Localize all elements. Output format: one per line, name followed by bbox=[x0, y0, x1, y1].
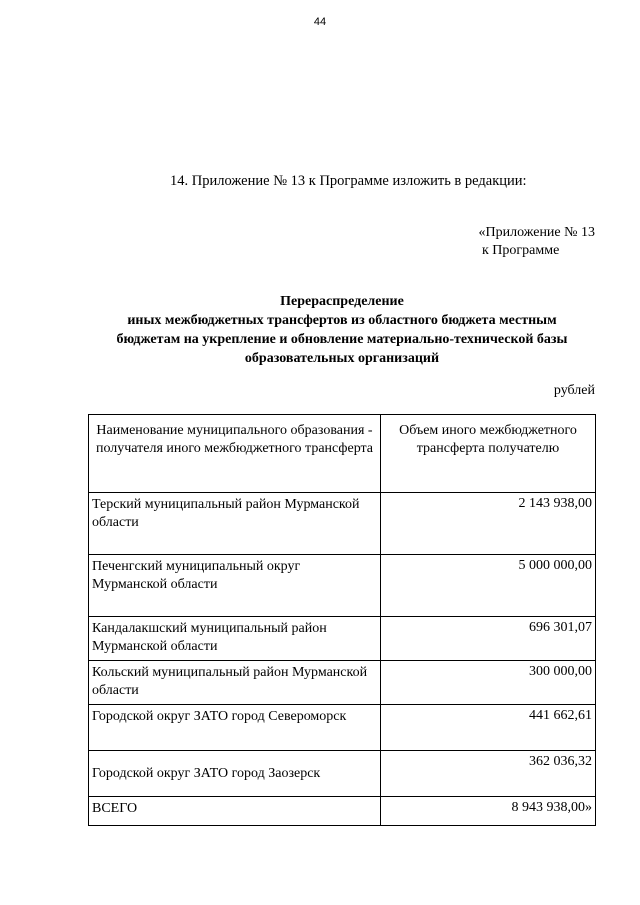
row-amount: 2 143 938,00 bbox=[381, 493, 596, 555]
row-amount: 696 301,07 bbox=[381, 617, 596, 661]
table-row bbox=[89, 661, 596, 705]
appendix-reference bbox=[440, 224, 595, 260]
document-title bbox=[88, 292, 596, 368]
title-line-1: Перераспределение bbox=[280, 294, 404, 309]
table-row bbox=[89, 705, 596, 751]
title-line-3: бюджетам на укрепление и обновление материально-технической базы bbox=[116, 332, 568, 347]
title-line-2: иных межбюджетных трансфертов из областного бюджета местным bbox=[127, 313, 557, 328]
units-label: рублей bbox=[553, 383, 595, 398]
row-municipality: Терский муниципальный район Мурманской области bbox=[89, 493, 381, 555]
appendix-line-2: к Программе bbox=[482, 243, 560, 258]
table-row bbox=[89, 555, 596, 617]
row-municipality: Кольский муниципальный район Мурманской области bbox=[89, 661, 381, 705]
row-amount: 441 662,61 bbox=[381, 705, 596, 751]
table-total-row bbox=[89, 797, 596, 826]
title-line-4: образовательных организаций bbox=[244, 351, 440, 366]
row-amount: 362 036,32 bbox=[381, 751, 596, 797]
allocation-table bbox=[88, 414, 596, 826]
table-row bbox=[89, 617, 596, 661]
page-number: 44 bbox=[313, 16, 327, 28]
instruction-text: 14. Приложение № 13 к Программе изложить в редакции: bbox=[170, 173, 527, 189]
header-amount: Объем иного межбюджетного трансферта получателю bbox=[381, 415, 596, 493]
row-amount: 5 000 000,00 bbox=[381, 555, 596, 617]
row-municipality: Городской округ ЗАТО город Заозерск bbox=[89, 751, 381, 797]
table-row bbox=[89, 751, 596, 797]
row-municipality: Городской округ ЗАТО город Североморск bbox=[89, 705, 381, 751]
row-amount: 300 000,00 bbox=[381, 661, 596, 705]
total-label: ВСЕГО bbox=[89, 797, 381, 826]
table-row bbox=[89, 493, 596, 555]
row-municipality: Печенгский муниципальный округ Мурманской области bbox=[89, 555, 381, 617]
total-amount: 8 943 938,00» bbox=[381, 797, 596, 826]
appendix-line-1: «Приложение № 13 bbox=[478, 225, 595, 240]
table-header-row bbox=[89, 415, 596, 493]
row-municipality: Кандалакшский муниципальный район Мурманской области bbox=[89, 617, 381, 661]
header-municipality: Наименование муниципального образования - получателя иного межбюджетного трансферта bbox=[89, 415, 381, 493]
